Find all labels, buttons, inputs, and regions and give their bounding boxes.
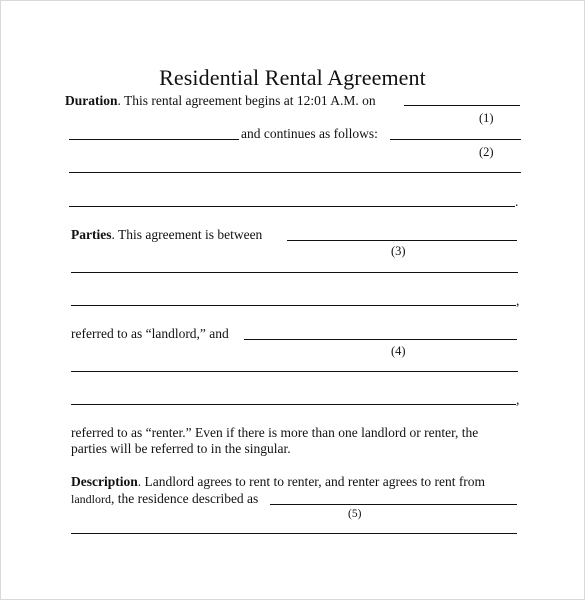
marker-3: (3) [391, 244, 406, 258]
duration-text: . This rental agreement begins at 12:01 A.M. on [117, 93, 376, 108]
renter-name-blank[interactable] [244, 339, 517, 340]
duration-heading: Duration [65, 93, 118, 108]
renter-name-blank-2[interactable] [71, 371, 518, 372]
marker-1: (1) [479, 111, 494, 125]
landlord-comma: , [516, 293, 520, 308]
parties-heading: Parties [71, 227, 112, 242]
landlord-word: landlord [71, 492, 111, 506]
description-text2: , the residence described as [111, 491, 259, 506]
residence-blank-2[interactable] [71, 533, 517, 534]
landlord-name-blank-3[interactable] [71, 305, 516, 306]
terms-blank-3[interactable] [69, 206, 515, 207]
start-date-blank[interactable] [404, 105, 520, 106]
duration-period: . [515, 194, 519, 209]
parties-paragraph [71, 227, 262, 243]
description-heading: Description [71, 474, 138, 489]
description-line2 [71, 491, 258, 507]
marker-2: (2) [479, 145, 494, 159]
renter-name-blank-3[interactable] [71, 404, 516, 405]
landlord-text: referred to as “landlord,” and [71, 326, 229, 341]
marker-4: (4) [391, 344, 406, 358]
terms-blank-2[interactable] [69, 172, 521, 173]
renter-text-line1: referred to as “renter.” Even if there is more than one landlord or renter, the [71, 425, 479, 440]
description-paragraph [71, 474, 485, 490]
terms-blank-1[interactable] [390, 139, 521, 140]
description-text: . Landlord agrees to rent to renter, and renter agrees to rent from [137, 474, 486, 489]
landlord-name-blank-2[interactable] [71, 272, 518, 273]
residence-blank[interactable] [270, 504, 517, 505]
parties-text: . This agreement is between [111, 227, 263, 242]
renter-text-line2: parties will be referred to in the singular. [71, 441, 291, 456]
marker-5: (5) [348, 508, 362, 520]
landlord-name-blank[interactable] [287, 240, 517, 241]
document-title: Residential Rental Agreement [159, 65, 426, 90]
start-date-continued-blank[interactable] [69, 139, 239, 140]
renter-comma: , [516, 392, 520, 407]
continues-text: and continues as follows: [241, 126, 378, 141]
duration-paragraph [65, 93, 376, 109]
